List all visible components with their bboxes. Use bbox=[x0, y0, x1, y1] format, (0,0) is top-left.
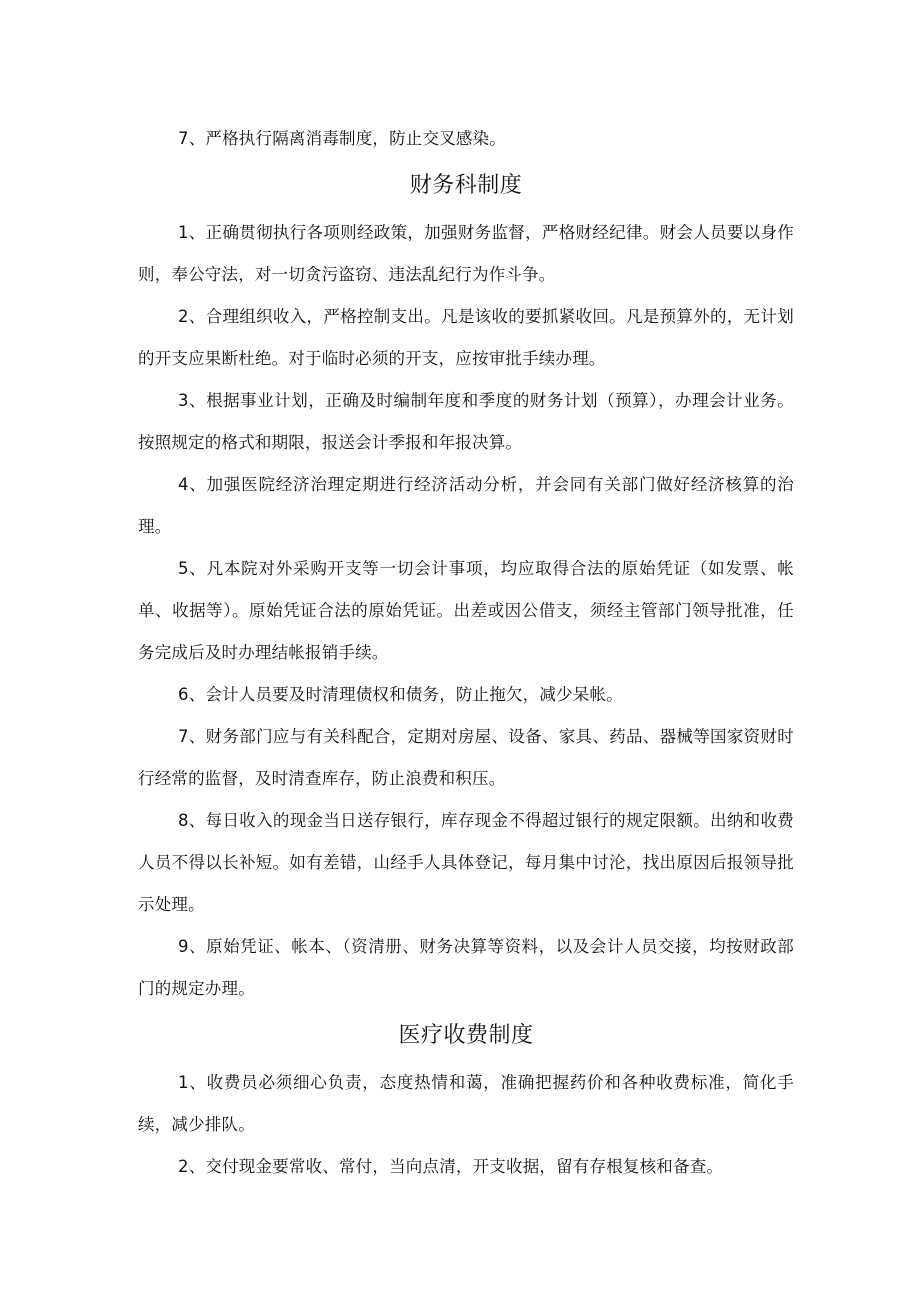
finance-paragraph-8: 8、每日收入的现金当日送存银行，库存现金不得超过银行的规定限额。出纳和收费人员不得以长补短。如有差错，山经手人具体登记，每月集中讨沦，找出原因后报领导批示处理。 bbox=[138, 811, 794, 914]
finance-paragraph-1: 1、正确贯彻执行各项则经政策，加强财务监督，严格财经纪律。财会人员要以身作则，奉公守法，对一切贪污盗窃、违法乱纪行为作斗争。 bbox=[138, 223, 794, 284]
finance-paragraph-4: 4、加强医院经济治理定期进行经济活动分析，并会同有关部门做好经济核算的治理。 bbox=[138, 475, 794, 536]
section-title-medical-fees: 医疗收费制度 bbox=[398, 1023, 534, 1048]
document-body bbox=[138, 118, 794, 1188]
finance-paragraph-2: 2、合理组织收入，严格控制支出。凡是该收的要抓紧收回。凡是预算外的，无计划的开支应果断杜绝。对于临时必须的开支，应按审批手续办理。 bbox=[138, 307, 794, 368]
finance-paragraph-7: 7、财务部门应与有关科配合，定期对房屋、设备、家具、药品、器械等国家资财时行经常的监督，及时清查库存，防止浪费和积压。 bbox=[138, 727, 794, 788]
intro-paragraph: 7、严格执行隔离消毒制度，防止交叉感染。 bbox=[178, 129, 506, 148]
finance-paragraph-3: 3、根据事业计划，正确及时编制年度和季度的财务计划（预算），办理会计业务。按照规定的格式和期限，报送会计季报和年报决算。 bbox=[138, 391, 794, 452]
finance-paragraph-6: 6、会计人员要及时清理债权和债务，防止拖欠，减少呆帐。 bbox=[178, 685, 623, 704]
finance-paragraph-5: 5、凡本院对外采购开支等一切会计事项，均应取得合法的原始凭证（如发票、帐单、收据等）。原始凭证合法的原始凭证。出差或因公借支，须经主管部门领导批准，任务完成后及时办理结帐报销手续。 bbox=[138, 559, 794, 662]
finance-paragraph-9: 9、原始凭证、帐本、（资清册、财务决算等资料，以及会计人员交接，均按财政部门的规定办理。 bbox=[138, 937, 794, 998]
section-title-finance: 财务科制度 bbox=[409, 173, 523, 198]
medical-fees-paragraph-2: 2、交付现金要常收、常付，当向点清，开支收据，留有存根复核和备查。 bbox=[178, 1157, 724, 1176]
medical-fees-paragraph-1: 1、收费员必须细心负责，态度热情和蔼，准确把握药价和各种收费标准，简化手续，减少排队。 bbox=[138, 1073, 794, 1134]
